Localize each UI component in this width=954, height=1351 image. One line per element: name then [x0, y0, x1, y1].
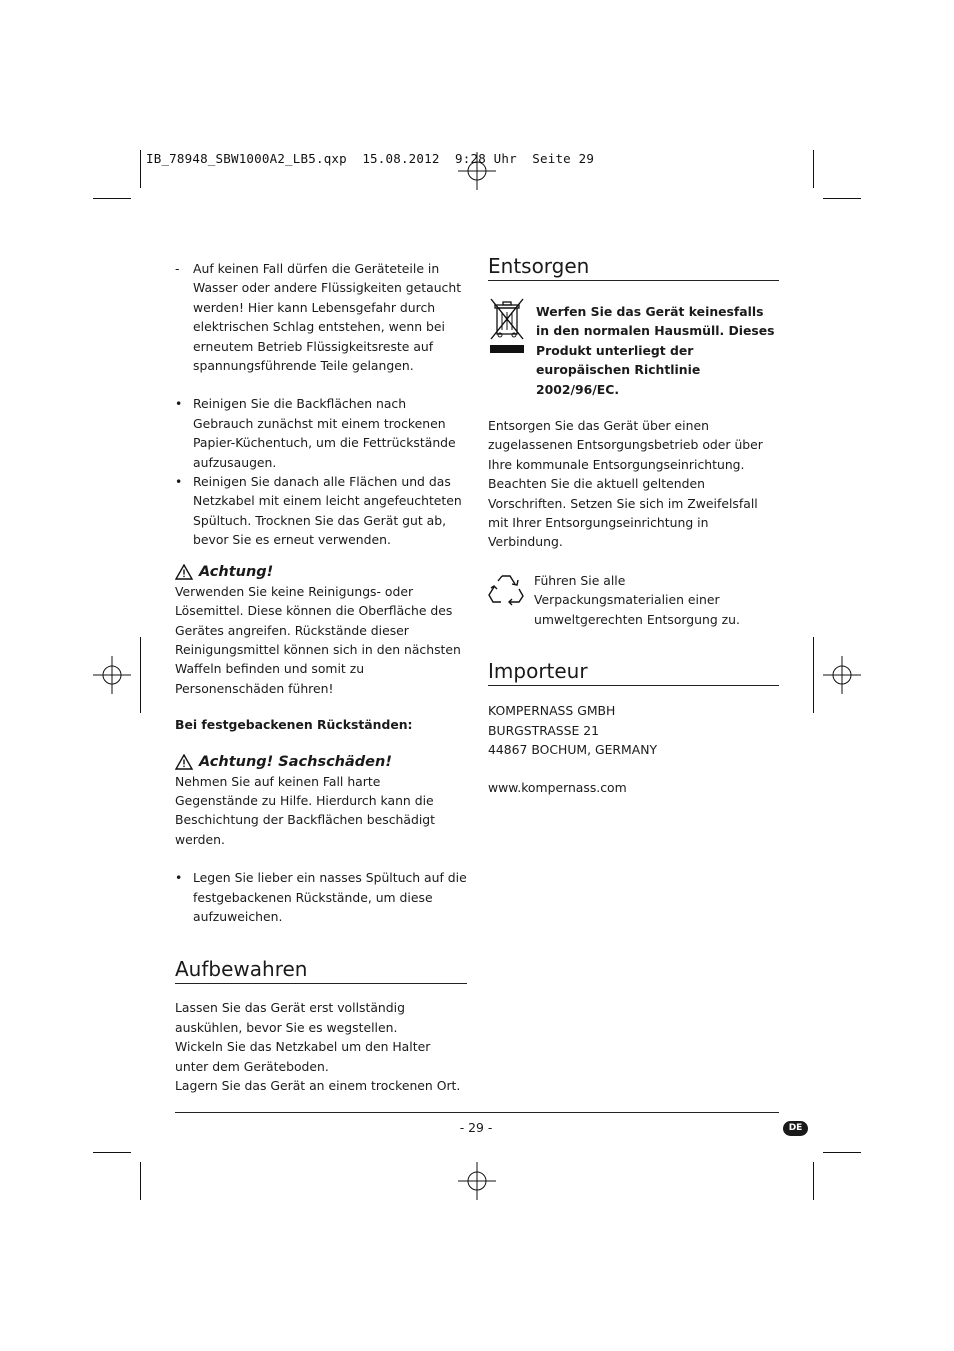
list-item: • Legen Sie lieber ein nasses Spültuch auf die festgebackenen Rückstände, um diese aufzuweichen. — [175, 870, 467, 924]
sub-heading: Bei festgebackenen Rückständen: — [175, 717, 413, 733]
website-link[interactable]: www.kompernass.com — [488, 780, 627, 796]
bullet-icon: • — [175, 396, 183, 412]
weee-text: Werfen Sie das Gerät keinesfalls in den normalen Hausmüll. Dieses Produkt unterliegt der europäischen Richtlinie 2002/96/EC. — [536, 304, 775, 397]
list-item: • Reinigen Sie danach alle Flächen und das Netzkabel mit einem leicht angefeuchteten Spültuch. Trocknen Sie das Gerät gut ab, bevor Sie es erneut verwenden. — [175, 474, 462, 548]
warning-heading: Achtung! Sachschäden! — [175, 752, 467, 772]
language-badge: DE — [783, 1121, 808, 1136]
warning-triangle-icon — [175, 754, 193, 770]
registration-mark-icon — [93, 656, 131, 694]
crossed-bin-icon — [488, 297, 526, 359]
footer-rule — [175, 1112, 779, 1113]
page-number: - 29 - — [459, 1120, 493, 1135]
registration-mark-icon — [823, 656, 861, 694]
address-line: 44867 BOCHUM, GERMANY — [488, 741, 658, 757]
address-line: BURGSTRASSE 21 — [488, 722, 600, 738]
left-column: - Auf keinen Fall dürfen die Geräteteile in Wasser oder andere Flüssigkeiten getaucht werden! Hier kann Lebensgefahr durch elektrischen Schlag entstehen, wenn bei erneutem Betrieb Flüssigkeitsreste auf spannungsführende Teile gelangen. • Reinigen Sie die Backflächen nach Gebrauch zunächst mit einem trockenen Papier-Küchentuch, um die Fettrückstände aufzusaugen. • Reinigen Sie danach alle Flächen und das Netzkabel mit einem leicht angefeuchteten Spültuch. Trocknen Sie das Gerät gut ab, bevor Sie es erneut verwenden. Achtung! Verwenden Sie keine Reinigungs- oder Lösemittel. Diese können die Oberfläche des Gerätes angreifen. Rückstände dieser Reinigungsmittel können sich in den nächsten Waffeln befinden und somit zu Personenschäden führen! Bei festgebackenen Rückständen: Achtung! Sachschäden! Nehmen Sie auf keinen Fall harte Gegenstände zu Hilfe. Hierdurch kann die Beschichtung der Backflächen beschädigt werden. • Legen Sie lieber ein nasses Spültuch auf die festgebackenen Rückstände, um diese aufzuweichen. Aufbewahren Lassen Sie das Gerät erst vollständig auskühlen, bevor Sie es wegstellen. Wickeln Sie das Netzkabel um den Halter unter dem Geräteboden. Lagern Sie das Gerät an einem trockenen Ort. — [175, 261, 467, 1093]
warning-heading: Achtung! — [175, 562, 467, 582]
dash-item-text: Auf keinen Fall dürfen die Geräteteile in Wasser oder andere Flüssigkeiten getaucht werden! Hier kann Lebensgefahr durch elektrischen Schlag entstehen, wenn bei erneutem Betrieb Flüssigkeitsreste auf spannungsführende Teile gelangen. — [193, 261, 462, 374]
crop-mark — [93, 198, 131, 199]
crop-mark — [140, 150, 141, 188]
registration-mark-icon — [458, 152, 496, 190]
crop-mark — [140, 1162, 141, 1200]
list-item: - Auf keinen Fall dürfen die Geräteteile in Wasser oder andere Flüssigkeiten getaucht werden! Hier kann Lebensgefahr durch elektrischen Schlag entstehen, wenn bei erneutem Betrieb Flüssigkeitsreste auf spannungsführende Teile gelangen. — [175, 259, 467, 375]
crop-mark — [813, 1162, 814, 1200]
recycling-text: Führen Sie alle Verpackungsmaterialien einer umweltgerechten Entsorgung zu. — [534, 572, 740, 627]
registration-mark-icon — [458, 1162, 496, 1200]
recycling-notice — [488, 571, 779, 629]
section-heading-disposal: Entsorgen — [488, 253, 779, 281]
warning-text: Nehmen Sie auf keinen Fall harte Gegenstände zu Hilfe. Hierdurch kann die Beschichtung der Backflächen beschädigt werden. — [175, 773, 436, 847]
warning-text: Verwenden Sie keine Reinigungs- oder Lösemittel. Diese können die Oberfläche des Gerätes angreifen. Rückstände dieser Reinigungsmittel können sich in den nächsten Waffeln befinden und somit zu Personenschäden führen! — [175, 583, 461, 696]
recycling-icon — [488, 571, 524, 607]
address-line: KOMPERNASS GMBH — [488, 703, 616, 719]
section-heading-importer: Importeur — [488, 658, 779, 686]
section-heading-storage: Aufbewahren — [175, 956, 467, 984]
crop-mark — [140, 637, 141, 713]
warning-triangle-icon — [175, 564, 193, 580]
bullet-icon: • — [175, 474, 183, 490]
crop-mark — [813, 150, 814, 188]
print-slug: IB_78948_SBW1000A2_LB5.qxp 15.08.2012 9:28 Uhr Seite 29 — [146, 151, 595, 166]
list-item: • Reinigen Sie die Backflächen nach Gebrauch zunächst mit einem trockenen Papier-Küchentuch, um die Fettrückstände aufzusaugen. — [175, 396, 456, 470]
crop-mark — [823, 198, 861, 199]
weee-notice — [488, 297, 779, 399]
crop-mark — [813, 637, 814, 713]
crop-mark — [823, 1152, 861, 1153]
bullet-icon: • — [175, 870, 183, 886]
right-column: Entsorgen Werfen Sie das Gerät keinesfalls in den normalen Hausmüll. Dieses Produkt unterliegt der europäischen Richtlinie 2002/96/EC. Entsorgen Sie das Gerät über einen zugelassenen Entsorgungsbetrieb oder über Ihre kommunale Entsorgungseinrichtung. Beachten Sie die aktuell geltenden Vorschriften. Setzen Sie sich im Zweifelsfall mit Ihrer Entsorgungseinrichtung in Verbindung. Führen Sie alle Verpackungsmaterialien einer umweltgerechten Entsorgung zu. Importeur KOMPERNASS GMBH BURGSTRASSE 21 44867 BOCHUM, GERMANY www.kompernass.com — [488, 253, 779, 798]
crop-mark — [93, 1152, 131, 1153]
